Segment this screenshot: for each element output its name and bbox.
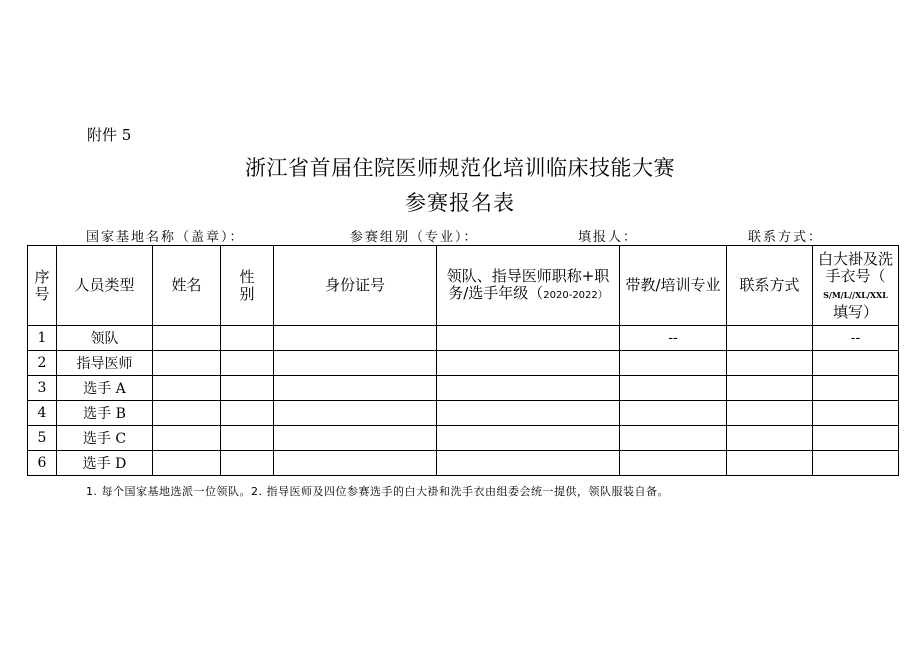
row-gender-cell[interactable]: [221, 401, 274, 426]
header-row: [28, 246, 899, 326]
document-title: 浙江省首届住院医师规范化培训临床技能大赛: [245, 156, 675, 180]
row-title-cell[interactable]: [437, 426, 620, 451]
row-name-cell[interactable]: [153, 401, 221, 426]
group-field-label: 参赛组别（专业）：: [350, 230, 479, 245]
row-id-cell[interactable]: [274, 376, 437, 401]
table-row: [28, 351, 899, 376]
row-specialty-cell[interactable]: --: [620, 326, 727, 351]
row-role: 选手 A: [57, 376, 153, 401]
row-index: 4: [28, 401, 57, 426]
header-index: 序号: [28, 246, 57, 326]
row-index: 2: [28, 351, 57, 376]
header-size-main: 白大褂及洗手衣号（: [817, 249, 893, 285]
row-index: 1: [28, 326, 57, 351]
row-name-cell[interactable]: [153, 376, 221, 401]
row-id-cell[interactable]: [274, 426, 437, 451]
registration-table: [27, 245, 899, 476]
row-role: 选手 C: [57, 426, 153, 451]
table-row: [28, 376, 899, 401]
header-gender: 性别: [221, 246, 274, 326]
row-index: 6: [28, 451, 57, 476]
row-role: 指导医师: [57, 351, 153, 376]
header-id-number: 身份证号: [274, 246, 437, 326]
row-role: 选手 B: [57, 401, 153, 426]
row-id-cell[interactable]: [274, 401, 437, 426]
row-title-cell[interactable]: [437, 376, 620, 401]
header-specialty: 带教/培训专业: [620, 246, 727, 326]
row-contact-cell[interactable]: [727, 426, 813, 451]
row-title-cell[interactable]: [437, 326, 620, 351]
row-contact-cell[interactable]: [727, 401, 813, 426]
header-title-main: 领队、指导医师职称+职务/选手年级（: [446, 266, 610, 302]
row-specialty-cell[interactable]: [620, 426, 727, 451]
row-id-cell[interactable]: [274, 351, 437, 376]
header-size-tail: 填写）: [832, 302, 878, 321]
row-size-cell[interactable]: [813, 376, 899, 401]
table-row: [28, 426, 899, 451]
document-subtitle: 参赛报名表: [405, 191, 515, 215]
row-title-cell[interactable]: [437, 451, 620, 476]
row-id-cell[interactable]: [274, 326, 437, 351]
header-role: 人员类型: [57, 246, 153, 326]
row-size-cell[interactable]: [813, 426, 899, 451]
row-contact-cell[interactable]: [727, 451, 813, 476]
row-size-cell[interactable]: --: [813, 326, 899, 351]
row-title-cell[interactable]: [437, 401, 620, 426]
row-name-cell[interactable]: [153, 351, 221, 376]
row-name-cell[interactable]: [153, 426, 221, 451]
row-size-cell[interactable]: [813, 401, 899, 426]
row-contact-cell[interactable]: [727, 326, 813, 351]
row-role: 选手 D: [57, 451, 153, 476]
row-gender-cell[interactable]: [221, 326, 274, 351]
row-specialty-cell[interactable]: [620, 451, 727, 476]
header-name: 姓名: [153, 246, 221, 326]
row-contact-cell[interactable]: [727, 351, 813, 376]
row-gender-cell[interactable]: [221, 376, 274, 401]
row-name-cell[interactable]: [153, 451, 221, 476]
table-row: [28, 451, 899, 476]
row-id-cell[interactable]: [274, 451, 437, 476]
base-name-field-label: 国家基地名称（盖章）：: [86, 230, 245, 245]
row-size-cell[interactable]: [813, 351, 899, 376]
row-role: 领队: [57, 326, 153, 351]
row-gender-cell[interactable]: [221, 451, 274, 476]
row-gender-cell[interactable]: [221, 351, 274, 376]
header-title: [437, 246, 620, 326]
header-size-options: S/M/L//XL/XXL: [823, 289, 888, 300]
row-index: 3: [28, 376, 57, 401]
row-title-cell[interactable]: [437, 351, 620, 376]
attachment-label: 附件 5: [87, 126, 132, 144]
row-name-cell[interactable]: [153, 326, 221, 351]
header-size: [813, 246, 899, 326]
row-contact-cell[interactable]: [727, 376, 813, 401]
header-contact: 联系方式: [727, 246, 813, 326]
filler-field-label: 填报人：: [578, 230, 639, 245]
table-row: [28, 401, 899, 426]
footnote: 1. 每个国家基地选派一位领队。2. 指导医师及四位参赛选手的白大褂和洗手衣由组委会统一提供，领队服装自备。: [86, 485, 669, 498]
contact-field-label: 联系方式：: [748, 230, 824, 245]
row-specialty-cell[interactable]: [620, 401, 727, 426]
row-gender-cell[interactable]: [221, 426, 274, 451]
header-title-years: 2020-2022）: [543, 289, 608, 301]
table-row: [28, 326, 899, 351]
row-specialty-cell[interactable]: [620, 351, 727, 376]
row-size-cell[interactable]: [813, 451, 899, 476]
row-specialty-cell[interactable]: [620, 376, 727, 401]
row-index: 5: [28, 426, 57, 451]
